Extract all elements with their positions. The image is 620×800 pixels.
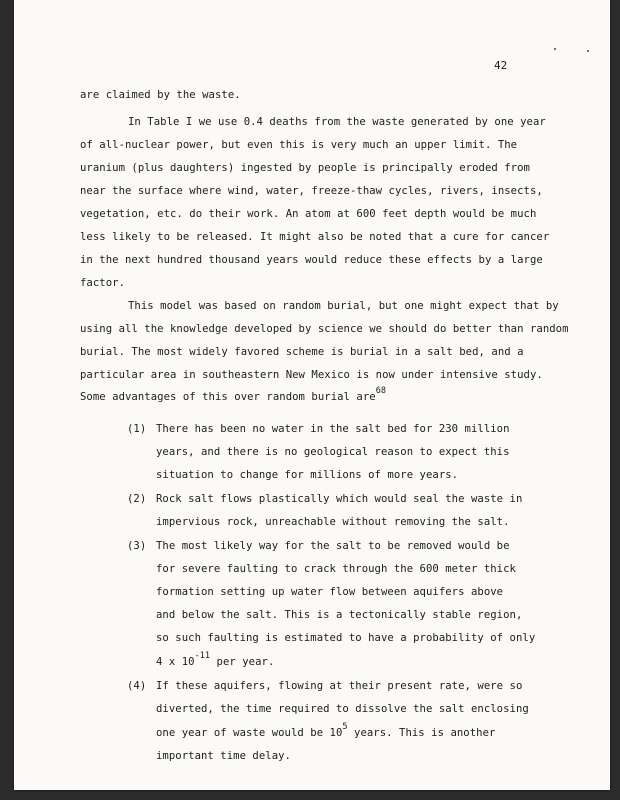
- text-line: of all-nuclear power, but even this is very much an upper limit. The: [80, 139, 518, 151]
- list-item-line: situation to change for millions of more years.: [156, 469, 459, 481]
- text-line: This model was based on random burial, but one might expect that by: [128, 300, 559, 312]
- time-post: years. This is another: [347, 727, 496, 739]
- list-number: (1): [127, 423, 147, 435]
- list-item-line: There has been no water in the salt bed for 230 million: [156, 423, 510, 435]
- list-item-line: for severe faulting to crack through the 600 meter thick: [156, 563, 516, 575]
- text-line: in the next hundred thousand years would reduce these effects by a large: [80, 254, 543, 266]
- document-page: [14, 0, 610, 790]
- list-item-line: [156, 722, 496, 740]
- text-line: factor.: [80, 277, 125, 289]
- scan-speck: [554, 48, 556, 50]
- text-line: near the surface where wind, water, freeze-thaw cycles, rivers, insects,: [80, 185, 543, 197]
- text-line: vegetation, etc. do their work. An atom at 600 feet depth would be much: [80, 208, 537, 220]
- list-item-line: The most likely way for the salt to be removed would be: [156, 540, 510, 552]
- text-line: uranium (plus daughters) ingested by people is principally eroded from: [80, 162, 530, 174]
- list-item-line: Rock salt flows plastically which would seal the waste in: [156, 493, 523, 505]
- list-item-line: If these aquifers, flowing at their present rate, were so: [156, 680, 523, 692]
- text-line: In Table I we use 0.4 deaths from the waste generated by one year: [128, 116, 546, 128]
- list-item-line: [156, 651, 275, 669]
- probability-base: 4 x 10: [156, 656, 195, 668]
- list-item-line: impervious rock, unreachable without removing the salt.: [156, 516, 510, 528]
- list-item-line: formation setting up water flow between aquifers above: [156, 586, 504, 598]
- list-number: (2): [127, 493, 147, 505]
- text-line: particular area in southeastern New Mexico is now under intensive study.: [80, 369, 543, 381]
- list-item-line: years, and there is no geological reason to expect this: [156, 446, 510, 458]
- reference-superscript: 68: [375, 386, 387, 396]
- list-number: (3): [127, 540, 147, 552]
- text-line: are claimed by the waste.: [80, 89, 241, 101]
- exponent-superscript: 5: [342, 722, 348, 732]
- list-number: (4): [127, 680, 147, 692]
- list-item-line: important time delay.: [156, 750, 291, 762]
- page-number: 42: [494, 59, 508, 72]
- list-item-line: and below the salt. This is a tectonically stable region,: [156, 609, 523, 621]
- scan-speck: [587, 50, 589, 52]
- text-line: burial. The most widely favored scheme is burial in a salt bed, and a: [80, 346, 524, 358]
- text-line: [80, 386, 387, 404]
- exponent-superscript: -11: [194, 651, 211, 661]
- list-item-line: diverted, the time required to dissolve the salt enclosing: [156, 703, 529, 715]
- list-item-line: so such faulting is estimated to have a probability of only: [156, 632, 536, 644]
- probability-tail: per year.: [210, 656, 275, 668]
- time-pre: one year of waste would be 10: [156, 727, 343, 739]
- line-text: Some advantages of this over random burial are: [80, 391, 376, 403]
- text-line: less likely to be released. It might also be noted that a cure for cancer: [80, 231, 550, 243]
- text-line: using all the knowledge developed by science we should do better than random: [80, 323, 569, 335]
